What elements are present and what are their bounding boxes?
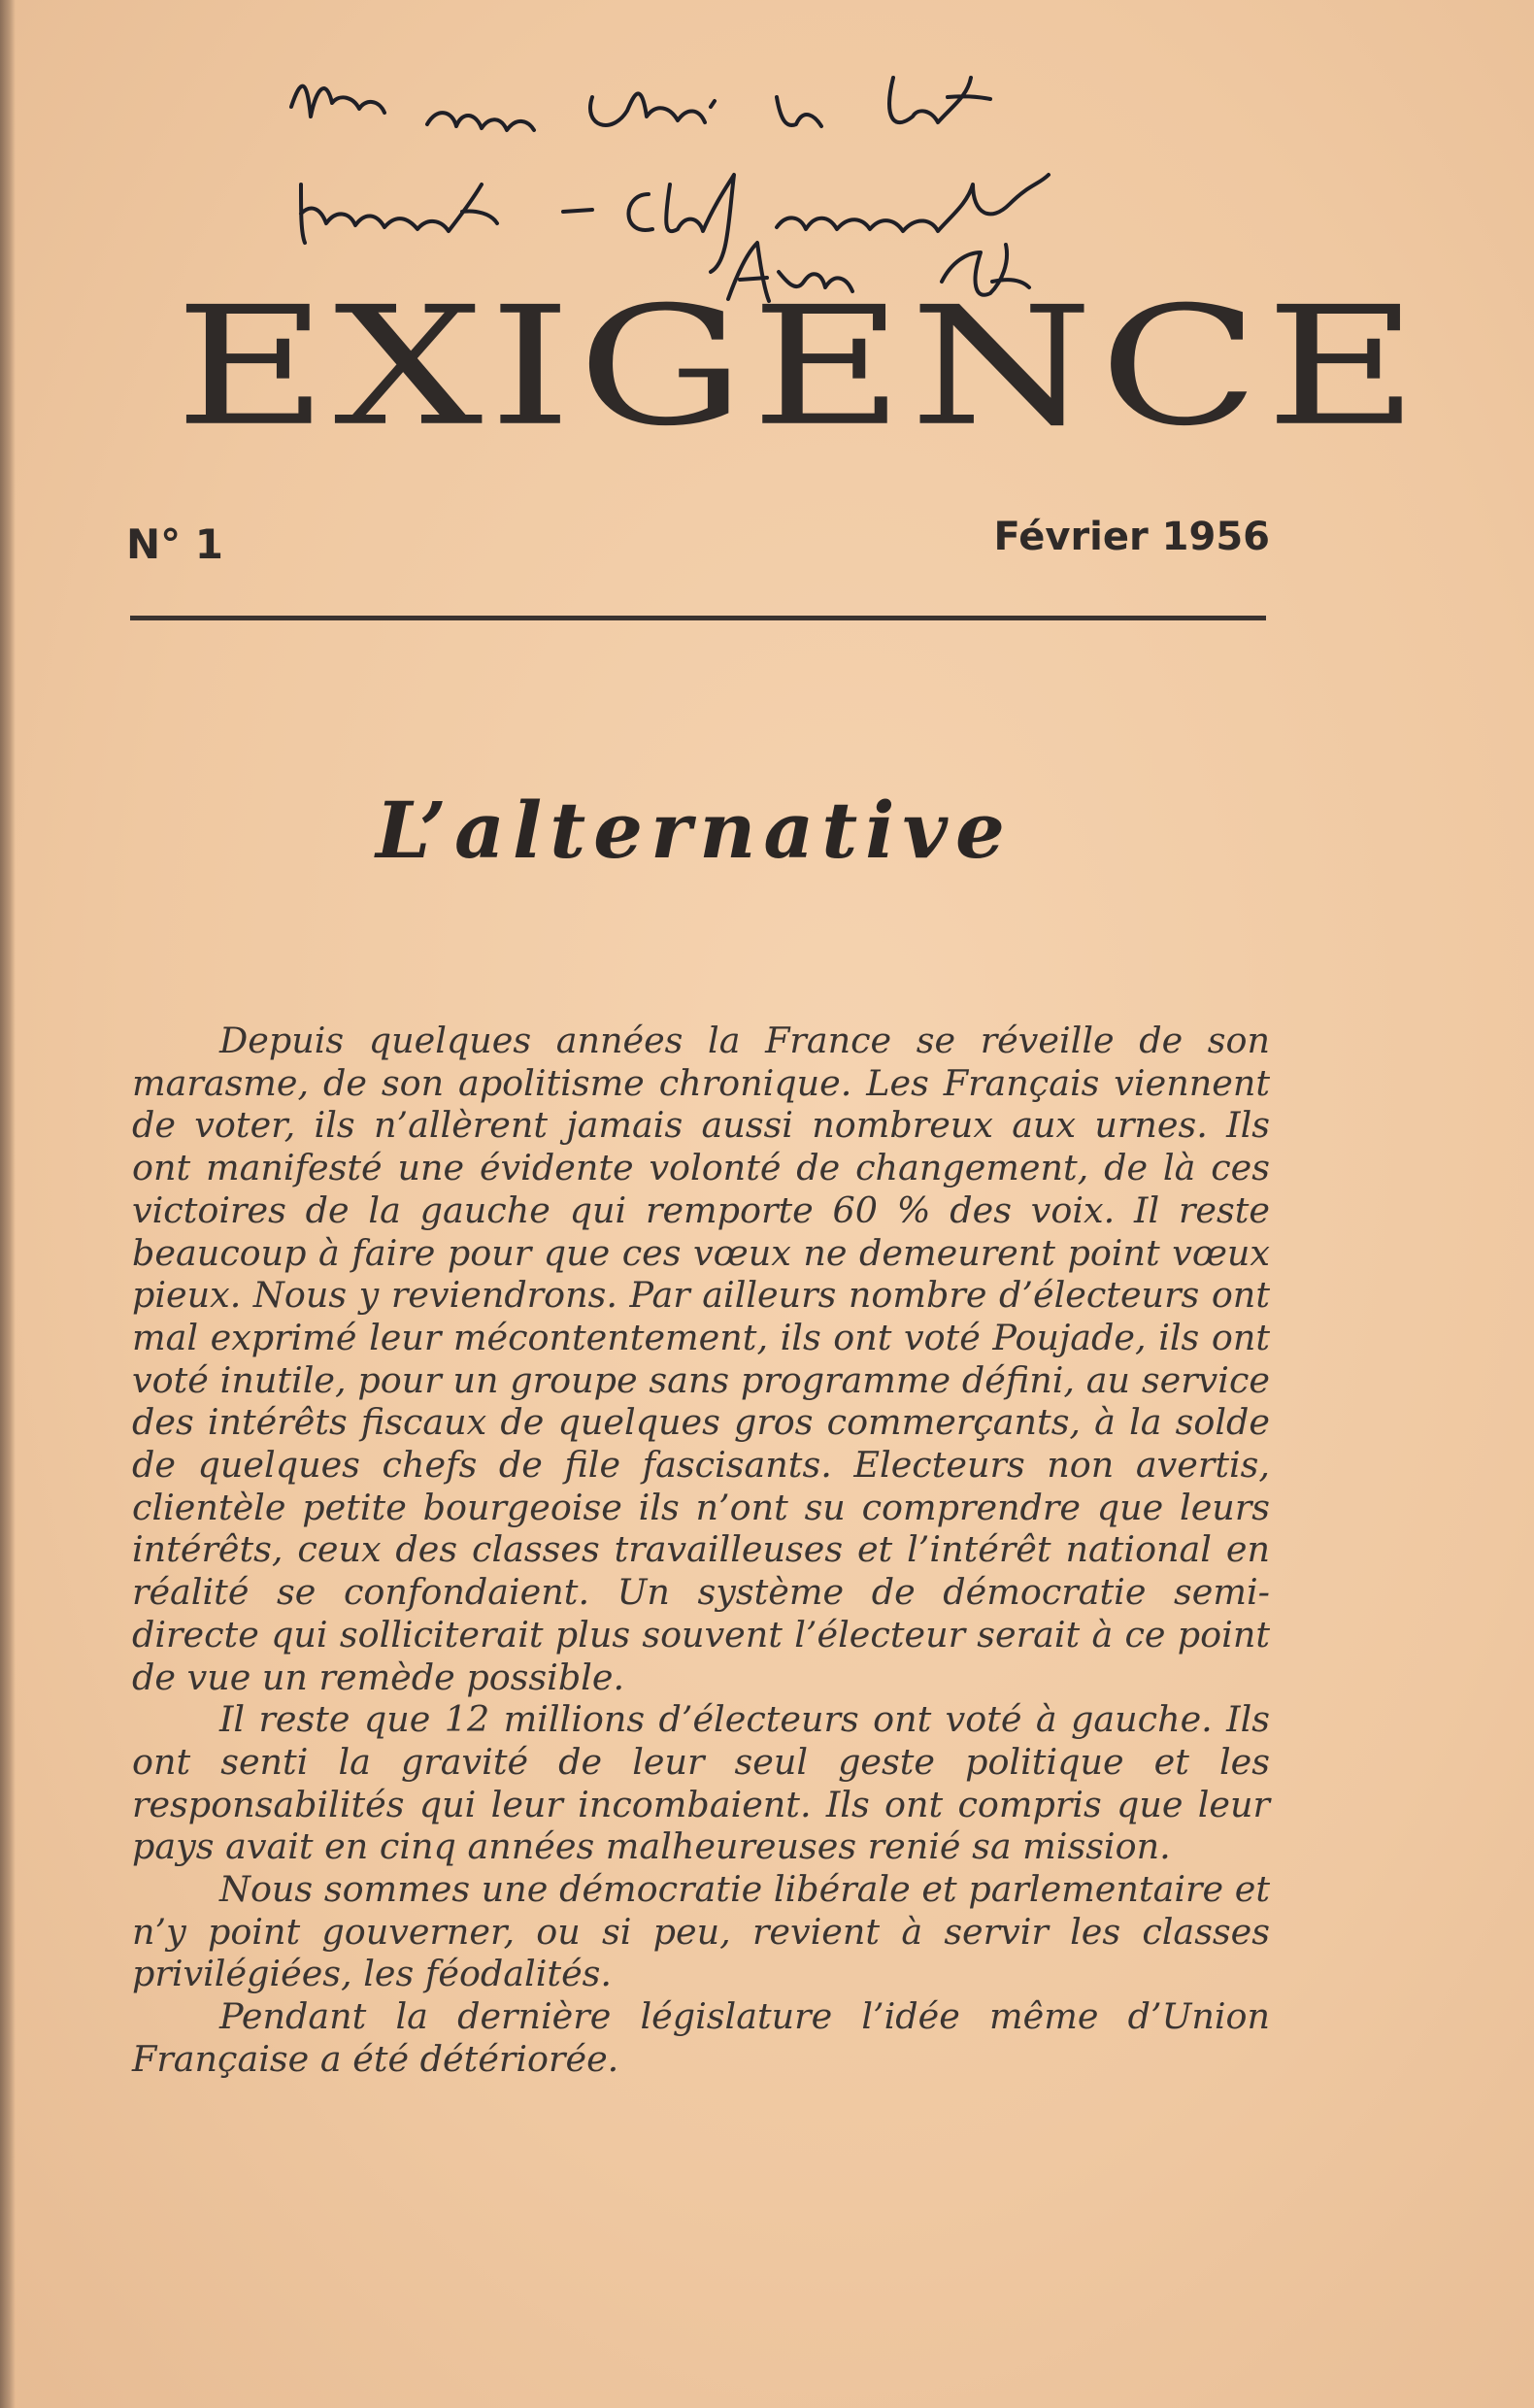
article-paragraph: Depuis quelques années la France se réveille de son marasme, de son apolitisme chronique. Les Français viennent de voter, ils n’allèrent jamais aussi nombreux aux urnes. Ils ont manifesté une évidente volonté de changement, de là ces victoires de la gauche qui remporte 60 % des voix. Il reste beaucoup à faire pour que ces vœux ne demeurent point vœux pieux. Nous y reviendrons. Par ailleurs nombre d’électeurs ont mal exprimé leur mécontentement, ils ont voté Poujade, ils ont voté inutile, pour un groupe sans programme défini, au service des intérêts fiscaux de quelques gros commerçants, à la solde de quelques chefs de file fascisants. Electeurs non avertis, clientèle petite bourgeoise ils n’ont su comprendre que leurs intérêts, ceux des classes travailleuses et l’intérêt national en réalité se confondaient. Un système de démocratie semi-directe qui solliciterait plus souvent l’électeur serait à ce point de vue un remède possible.: [132, 1020, 1270, 1698]
article-title: L’alternative: [376, 785, 1013, 876]
masthead-divider: [130, 616, 1266, 620]
issue-date: Février 1956: [993, 515, 1270, 559]
issue-number: N° 1: [126, 520, 223, 568]
article-body: [132, 1020, 1270, 2081]
article-paragraph: Il reste que 12 millions d’électeurs ont voté à gauche. Ils ont senti la gravité de leur seul geste politique et les responsabilités qui leur incombaient. Ils ont compris que leur pays avait en cinq années malheureuses renié sa mission.: [132, 1698, 1270, 1868]
page-spine-edge: [0, 0, 16, 2408]
magazine-masthead: EXIGENCE: [175, 271, 1424, 462]
article-paragraph: Pendant la dernière législature l’idée même d’Union Française a été détériorée.: [132, 1995, 1270, 2080]
article-paragraph: Nous sommes une démocratie libérale et parlementaire et n’y point gouverner, ou si peu, revient à servir les classes privilégiées, les féodalités.: [132, 1868, 1270, 1995]
